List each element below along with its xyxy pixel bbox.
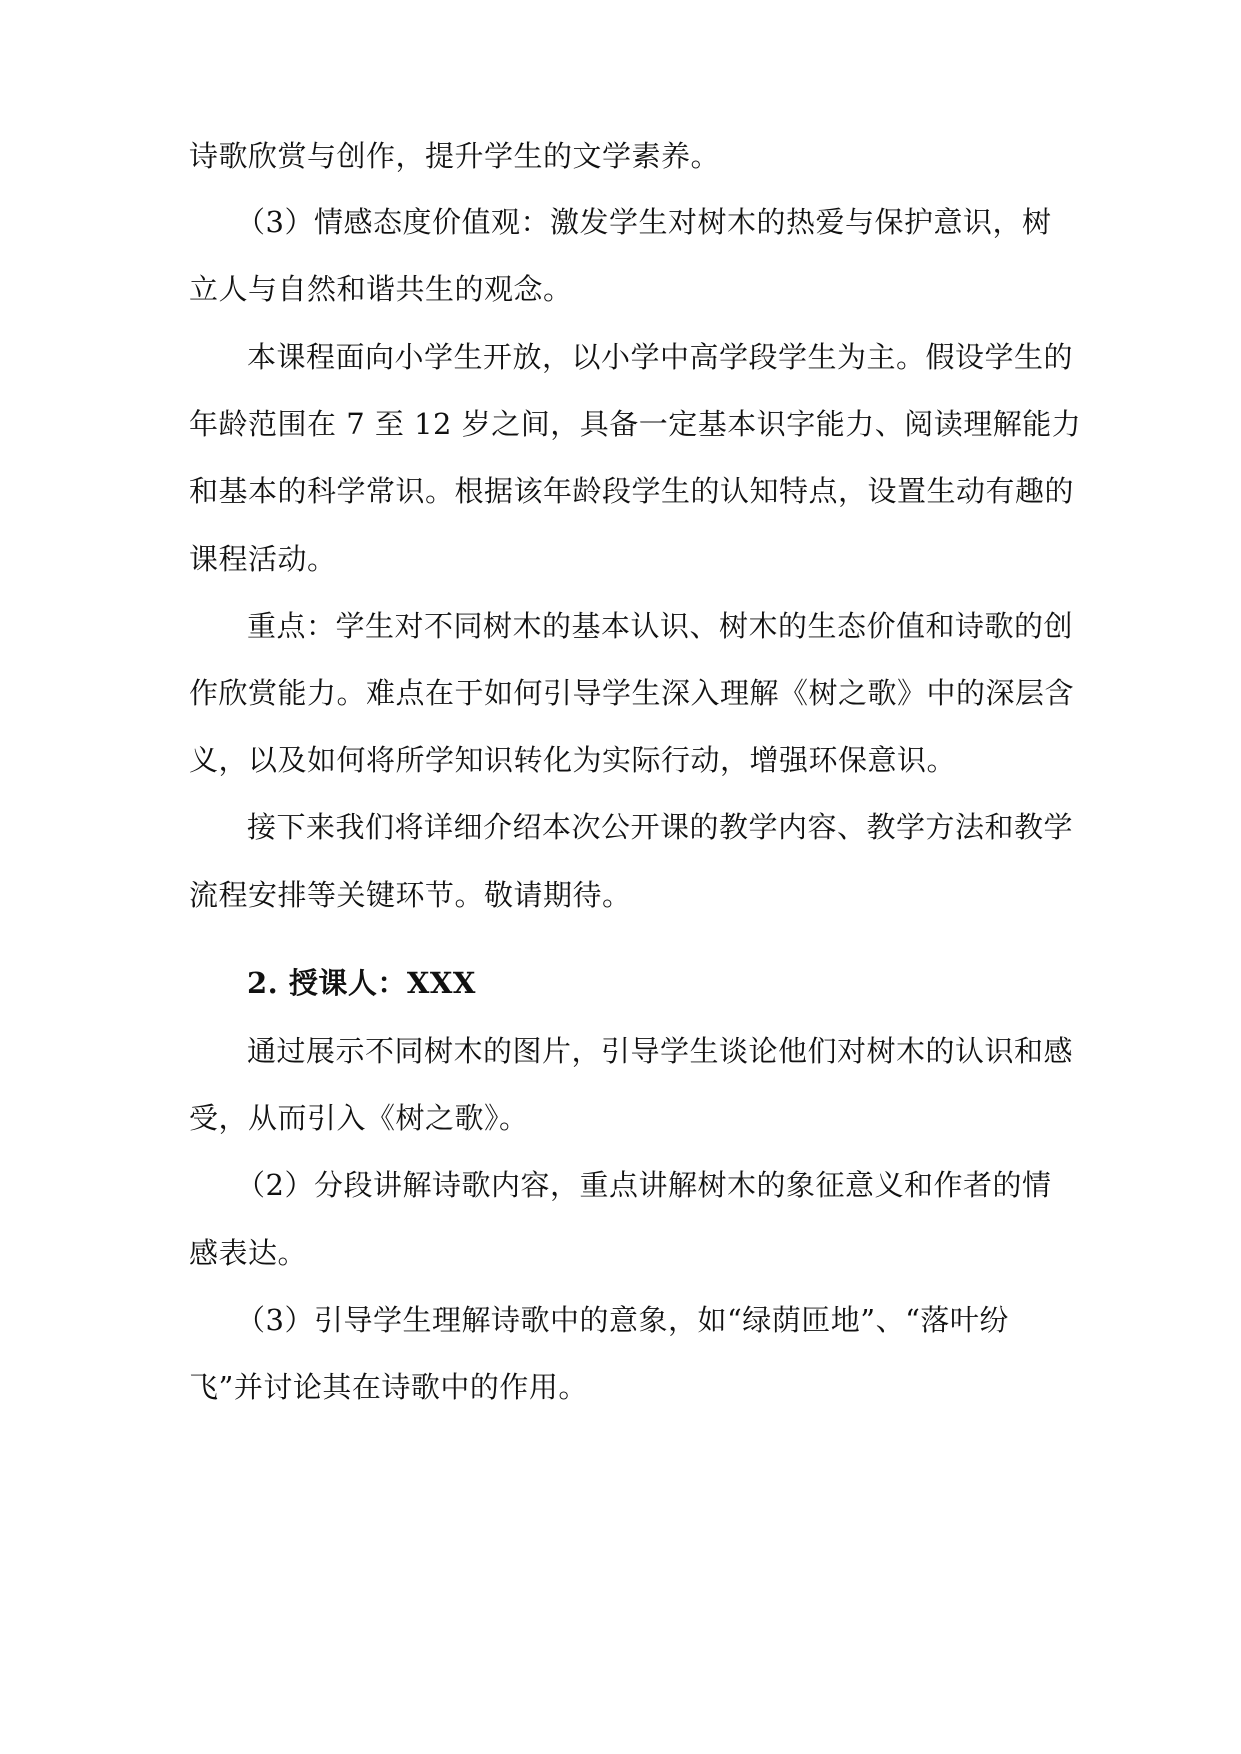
text-line: 年龄范围在 7 至 12 岁之间，具备一定基本识字能力、阅读理解能力	[189, 407, 1082, 441]
text-line: 感表达。	[189, 1236, 308, 1270]
paragraph-start: （2）分段讲解诗歌内容，重点讲解树木的象征意义和作者的情	[236, 1168, 1052, 1202]
text-line: 飞”并讨论其在诗歌中的作用。	[189, 1370, 588, 1404]
text-line: 立人与自然和谐共生的观念。	[189, 272, 573, 306]
paragraph-start: 本课程面向小学生开放，以小学中高学段学生为主。假设学生的	[247, 340, 1074, 374]
section-heading: 2. 授课人：XXX	[247, 966, 476, 1000]
text-line: 流程安排等关键环节。敬请期待。	[189, 878, 632, 912]
text-line: 和基本的科学常识。根据该年龄段学生的认知特点，设置生动有趣的	[189, 474, 1075, 508]
text-line: 作欣赏能力。难点在于如何引导学生深入理解《树之歌》中的深层含	[189, 676, 1075, 710]
text-line: （3）情感态度价值观：激发学生对树木的热爱与保护意识，树	[236, 205, 1052, 239]
paragraph-start: （3）引导学生理解诗歌中的意象，如“绿荫匝地”、“落叶纷	[236, 1303, 1009, 1337]
text-line: 受，从而引入《树之歌》。	[189, 1101, 529, 1135]
paragraph-start: 重点：学生对不同树木的基本认识、树木的生态价值和诗歌的创	[247, 609, 1074, 643]
text-line: 课程活动。	[189, 542, 337, 576]
text-line: 诗歌欣赏与创作，提升学生的文学素养。	[189, 139, 721, 173]
text-line: 义，以及如何将所学知识转化为实际行动，增强环保意识。	[189, 743, 957, 777]
paragraph-start: 通过展示不同树木的图片，引导学生谈论他们对树木的认识和感	[247, 1034, 1074, 1068]
paragraph-start: 接下来我们将详细介绍本次公开课的教学内容、教学方法和教学	[247, 810, 1074, 844]
